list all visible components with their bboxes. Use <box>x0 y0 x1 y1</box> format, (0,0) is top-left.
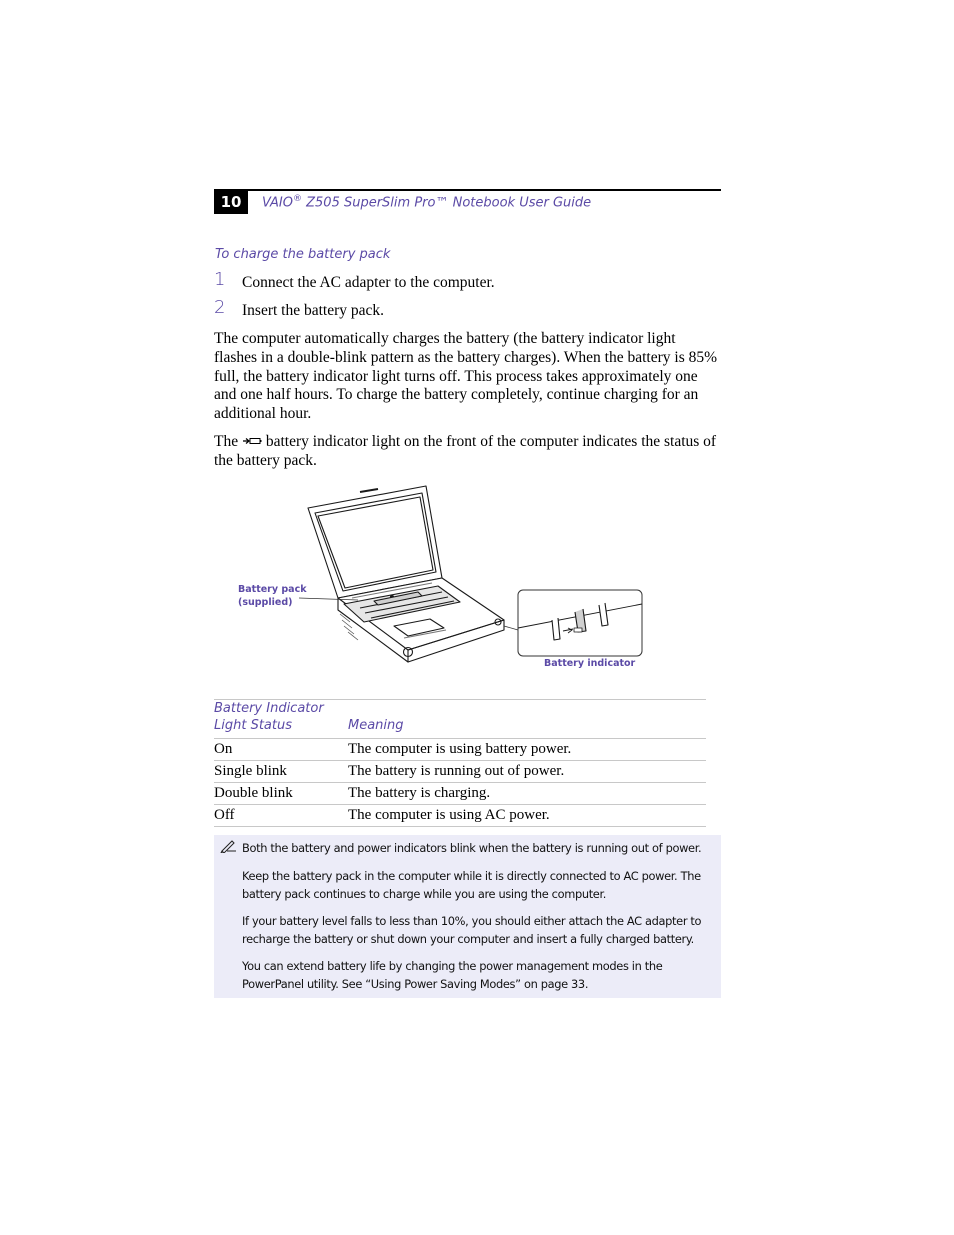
table-row <box>214 783 706 805</box>
header-status-line1: Battery Indicator <box>214 701 324 716</box>
battery-pack-label-line2: (supplied) <box>238 596 293 608</box>
header-meaning: Meaning <box>348 700 706 739</box>
battery-pack-label-line1: Battery pack <box>238 584 307 595</box>
status-cell: Single blink <box>214 761 348 783</box>
note-line: You can extend battery life by changing the power management modes in the PowerPanel utility. See “Using Power Saving Modes” on page 33. <box>242 959 663 991</box>
meaning-cell: The battery is running out of power. <box>348 761 706 783</box>
section-heading: To charge the battery pack <box>215 247 391 262</box>
note-box <box>214 835 721 998</box>
note-line: If your battery level falls to less than 10%, you should either attach the AC adapter to recharge the battery or shut down your computer and insert a fully charged battery. <box>242 914 702 946</box>
book-title <box>262 194 591 210</box>
status-cell: Off <box>214 805 348 827</box>
battery-status-table <box>214 699 706 827</box>
title-registered-mark: ® <box>292 194 302 204</box>
table-row <box>214 739 706 761</box>
pencil-note-icon <box>220 839 238 853</box>
header-status <box>214 700 348 739</box>
meaning-cell: The battery is charging. <box>348 783 706 805</box>
table-row <box>214 761 706 783</box>
battery-icon <box>242 433 262 452</box>
note-line: Both the battery and power indicators blink when the battery is running out of power. <box>242 841 702 855</box>
battery-indicator-label: Battery indicator <box>544 658 636 669</box>
title-brand: VAIO <box>262 195 293 211</box>
paragraph-text-after: battery indicator light on the front of the computer indicates the status of the battery pack. <box>214 433 717 469</box>
note-line: Keep the battery pack in the computer while it is directly connected to AC power. The battery pack continues to charge while you are using the computer. <box>242 869 701 901</box>
header-rule <box>214 189 721 191</box>
step-text: Connect the AC adapter to the computer. <box>242 274 495 291</box>
step-number: 1 <box>214 269 226 290</box>
paragraph-text-before: The <box>214 433 242 450</box>
charging-paragraph: The computer automatically charges the battery (the battery indicator light flashes in a double-blink pattern as the battery charges). When the battery is 85% full, the battery indicator light turns off. This process takes approximately one and one half hours. To charge the battery completely, continue charging for an additional hour. <box>214 330 718 423</box>
table-header-row <box>214 700 706 739</box>
header-status-line2: Light Status <box>214 718 292 733</box>
page-number: 10 <box>214 191 248 214</box>
laptop-illustration <box>232 480 652 670</box>
step-number: 2 <box>214 297 226 318</box>
table-row <box>214 805 706 827</box>
laptop-drawing <box>232 480 652 670</box>
status-cell: Double blink <box>214 783 348 805</box>
battery-pack-label <box>238 584 307 609</box>
indicator-paragraph <box>214 433 721 471</box>
title-rest: Z505 SuperSlim Pro™ Notebook User Guide <box>301 195 592 211</box>
meaning-cell: The computer is using AC power. <box>348 805 706 827</box>
meaning-cell: The computer is using battery power. <box>348 739 706 761</box>
status-cell: On <box>214 739 348 761</box>
step-text: Insert the battery pack. <box>242 302 385 319</box>
